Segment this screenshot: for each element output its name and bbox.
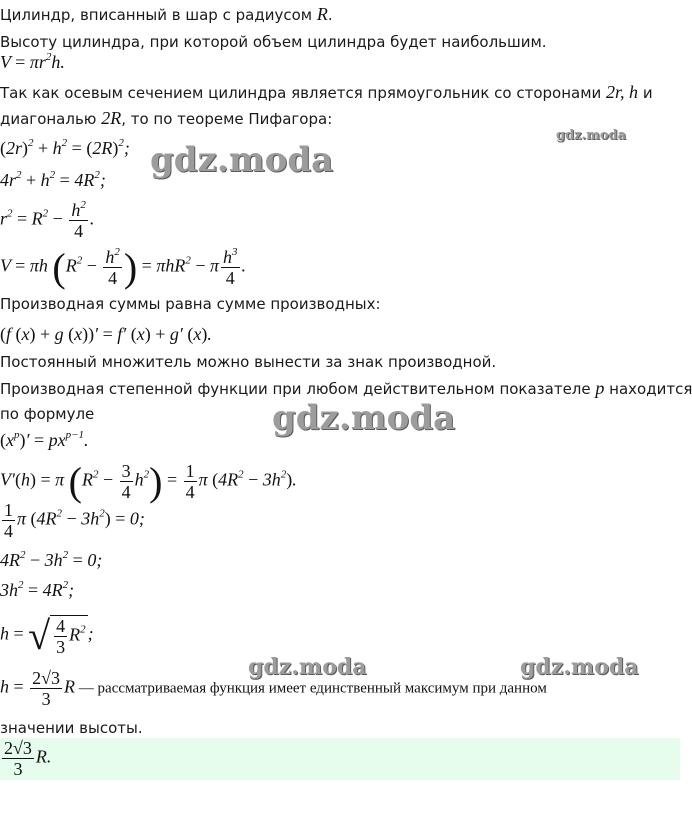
watermark-bottom-right: gdz.moda <box>520 654 639 680</box>
sum-rule-text: Производная суммы равна сумме производных: <box>0 295 381 313</box>
formula-h-squared: $3h^2 = 4R^2$; <box>0 579 75 600</box>
diagonal-line: диагональю 2R, то по теореме Пифагора: <box>0 108 333 128</box>
power-rule-tail: находится <box>604 380 692 398</box>
formula-sum-rule: (f (x) + g (x))′ = f′ (x) + g′ (x). <box>0 324 212 344</box>
constant-rule-line <box>0 352 496 372</box>
watermark-large-top: gdz.moda <box>150 140 334 180</box>
task-line <box>0 32 547 52</box>
formula-volume-h: V = πh ($R^2$ − $\frac{h^2}{4}$ ) = πhR$^2$ − π $\frac{h^3}{4}$ . <box>0 245 247 290</box>
formula-volume: $V = \pi r^2h$. <box>0 51 65 72</box>
section-line: Так как осевым сечением цилиндра является прямоугольник со сторонами 2r, h и <box>0 82 653 102</box>
given-line: Цилиндр, вписанный в шар с радиусом R. <box>0 4 333 24</box>
answer-formula: $\frac{2√3}{3}$ R. <box>4 738 52 779</box>
maximum-text: — рассматриваемая функция имеет единственный максимум при данном <box>75 680 547 697</box>
formula-label-text: по формуле <box>0 405 95 423</box>
section-text: Так как осевым сечением цилиндра является прямоугольник со сторонами <box>0 84 607 102</box>
diagonal-text: диагональю <box>0 110 102 128</box>
sum-rule-line <box>0 294 381 314</box>
formula-label-line <box>0 404 94 424</box>
formula-h-sqrt: h = √ $\frac{4}{3}$ $R^2$ ; <box>0 613 94 658</box>
pythagoras-text: , то по теореме Пифагора: <box>121 110 333 128</box>
watermark-large-middle: gdz.moda <box>272 398 456 438</box>
formula-pythagoras: $(2r)^2 + h^2 = (2R)^2$; <box>0 137 130 158</box>
answer-highlight <box>0 738 680 780</box>
height-value-text: значении высоты. <box>0 719 143 737</box>
formula-power-rule: $(x^p)' = px^{p-1}$. <box>0 429 89 450</box>
formula-expanded: $4r^2 + h^2 = 4R^2$; <box>0 169 106 190</box>
task-text: Высоту цилиндра, при которой объем цилиндра будет наибольшим. <box>0 33 547 51</box>
formula-h-result: h = $\frac{2√3}{3}$ R — рассматриваемая функция имеет единственный максимум при данном <box>0 668 547 709</box>
constant-rule-text: Постоянный множитель можно вынести за знак производной. <box>0 353 497 371</box>
watermark-bottom-left: gdz.moda <box>248 654 367 680</box>
power-rule-line: Производная степенной функции при любом действительном показателе p находится <box>0 378 692 398</box>
power-rule-text: Производная степенной функции при любом действительном показателе <box>0 380 596 398</box>
math-R: R <box>316 4 328 24</box>
formula-derivative: V′(h) = π ($R^2$ − $\frac{3}{4}$ $h^2$) = $\frac{1}{4}$ π $(4R^2 - 3h^2)$. <box>0 459 297 504</box>
formula-derivative-zero: $\frac{1}{4}$ π $(4R^2 - 3h^2) = 0$; <box>4 500 145 541</box>
formula-simplified: $4R^2 - 3h^2 = 0$; <box>0 549 103 570</box>
formula-r-squared: $r^2 = R^2$ − $\frac{h^2}{4}$ . <box>0 199 95 241</box>
watermark-small-top: gdz.moda <box>556 128 627 143</box>
given-text: Цилиндр, вписанный в шар с радиусом <box>0 6 317 24</box>
height-value-line <box>0 718 143 738</box>
